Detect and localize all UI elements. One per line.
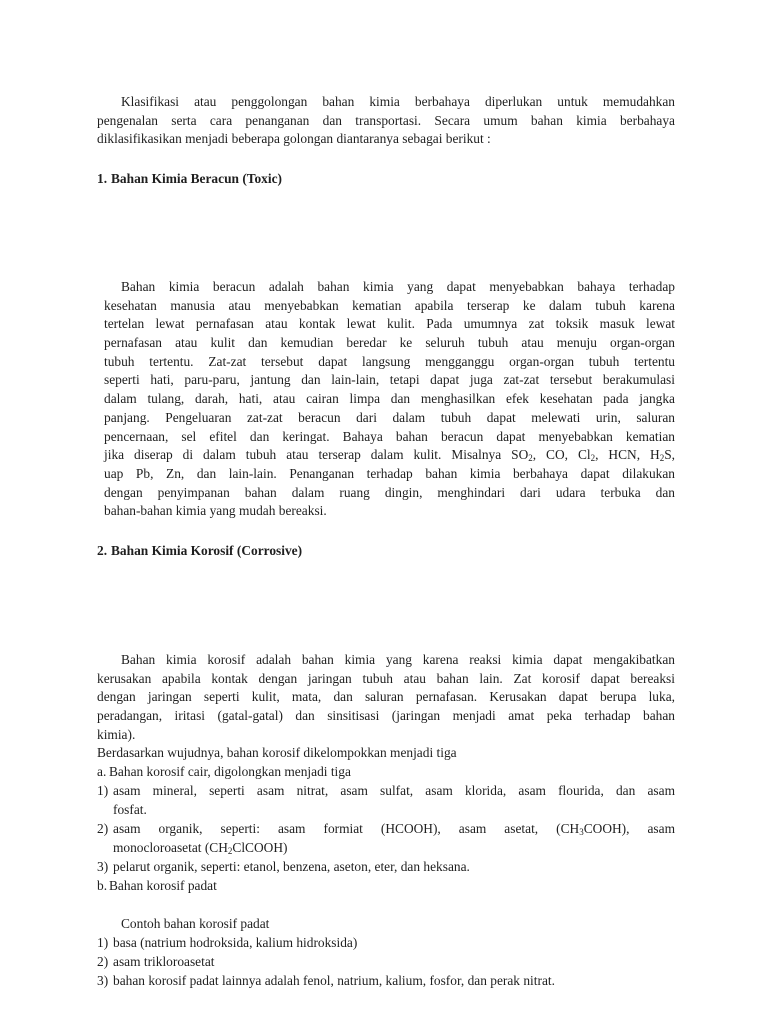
section-1-heading [97,170,282,188]
section-2-line: peradangan, iritasi (gatal-gatal) dan sinsitisasi (jaringan menjadi amat peka terhadap bahan [97,708,675,724]
example-item-label: 2) [97,954,109,969]
section-1-line: bahan-bahan kimia yang mudah bereaksi. [104,503,327,519]
liquid-category-text: Bahan korosif cair, digolongkan menjadi tiga [109,764,351,779]
intro-line: Klasifikasi atau penggolongan bahan kimia berbahaya diperlukan untuk memudahkan [121,94,675,109]
liquid-item-label: 1) [97,783,109,798]
liquid-item-label: 3) [97,859,109,874]
example-item [97,953,675,972]
liquid-item [97,820,675,857]
section-1-line: tubuh tertentu. Zat-zat tersebut dapat langsung mengganggu organ-organ tubuh tertentu [104,353,675,369]
liquid-item-line: asam mineral, seperti asam nitrat, asam sulfat, asam klorida, asam flourida, dan asam [113,783,675,798]
intro-line: diklasifikasikan menjadi beberapa golongan diantaranya sebagai berikut : [97,131,491,147]
example-item-text: bahan korosif padat lainnya adalah fenol, natrium, kalium, fosfor, dan perak nitrat. [113,973,555,988]
section-1-line: Bahan kimia beracun adalah bahan kimia yang dapat menyebabkan bahaya terhadap [121,279,675,294]
section-2-line: kimia). [97,726,136,742]
liquid-category [97,763,351,782]
section-1-line: dengan penyimpanan bahan dalam ruang dingin, menghindari dari udara terbuka dan [104,484,675,500]
intro-paragraph [97,93,675,149]
liquid-item [97,782,675,819]
liquid-item-label: 2) [97,821,109,836]
section-2-line: Bahan kimia korosif adalah bahan kimia yang karena reaksi kimia dapat mengakibatkan [121,652,675,667]
section-2-heading [97,542,302,560]
liquid-item-line: asam organik, seperti: asam formiat (HCOOH), asam asetat, $(CH_3COOH)$, asam [113,821,675,837]
liquid-category-label: a. [97,764,107,779]
section-1-line: kesehatan manusia atau menyebabkan kematian apabila terserap ke dalam tubuh karena [104,297,675,313]
section-1-line: seperti hati, paru-paru, jantung dan lain-lain, tetapi dapat juga zat-zat tersebut berakumulasi [104,372,675,388]
grouping-sentence: Berdasarkan wujudnya, bahan korosif dikelompokkan menjadi tiga [97,745,457,760]
example-item [97,934,675,953]
section-1-number: 1. [97,171,108,186]
liquid-item [97,858,675,877]
section-2-title: Bahan Kimia Korosif (Corrosive) [111,543,303,558]
examples-title: Contoh bahan korosif padat [121,916,270,931]
example-item-label: 1) [97,935,109,950]
section-2-paragraph [97,651,675,744]
liquid-item-line: monocloroasetat $(CH_2ClCOOH)$ [113,839,288,856]
section-2-line: kerusakan apabila kontak dengan jaringan tubuh atau bahan lain. Zat korosif dapat bereaksi [97,670,675,686]
section-2-line: dengan jaringan seperti kulit, mata, dan saluran pernafasan. Kerusakan dapat berupa luka, [97,689,675,705]
section-1-line: tertelan lewat pernafasan atau kontak lewat kulit. Pada umumnya zat toksik masuk lewat [104,316,675,332]
solid-category-label: b. [97,878,108,893]
solid-category-text: Bahan korosif padat [109,878,217,893]
section-1-line: panjang. Pengeluaran zat-zat beracun dari dalam tubuh dapat melewati urin, saluran [104,409,675,425]
example-item-label: 3) [97,973,109,988]
section-1-title: Bahan Kimia Beracun (Toxic) [111,171,282,186]
section-1-line: pernafasan atau kulit dan kemudian beredar ke seluruh tubuh atau menuju organ-organ [104,335,675,351]
section-2-number: 2. [97,543,108,558]
example-item [97,972,675,991]
example-item-text: basa (natrium hodroksida, kalium hidroksida) [113,935,358,950]
section-1-paragraph [104,278,675,521]
liquid-item-line: fosfat. [113,801,147,817]
liquid-item-line: pelarut organik, seperti: etanol, benzena, aseton, eter, dan heksana. [113,859,470,874]
example-item-text: asam trikloroasetat [113,954,215,969]
intro-line: pengenalan serta cara penanganan dan transportasi. Secara umum bahan kimia berbahaya [97,112,675,128]
section-1-line: uap Pb, Zn, dan lain-lain. Penanganan terhadap bahan kimia berbahaya dapat dilakukan [104,465,675,481]
section-1-line: dalam tulang, darah, hati, atau cairan limpa dan menghasilkan efek kesehatan pada jangka [104,391,675,407]
section-1-line: pencernaan, sel efitel dan keringat. Bahaya bahan beracun dapat menyebabkan kematian [104,428,675,444]
section-1-line-formula: jika diserap di dalam tubuh atau terserap dalam kulit. Misalnya $SO_2$, CO, $Cl_2$, HCN, $H_2S$, [104,447,675,464]
solid-category [97,877,217,896]
